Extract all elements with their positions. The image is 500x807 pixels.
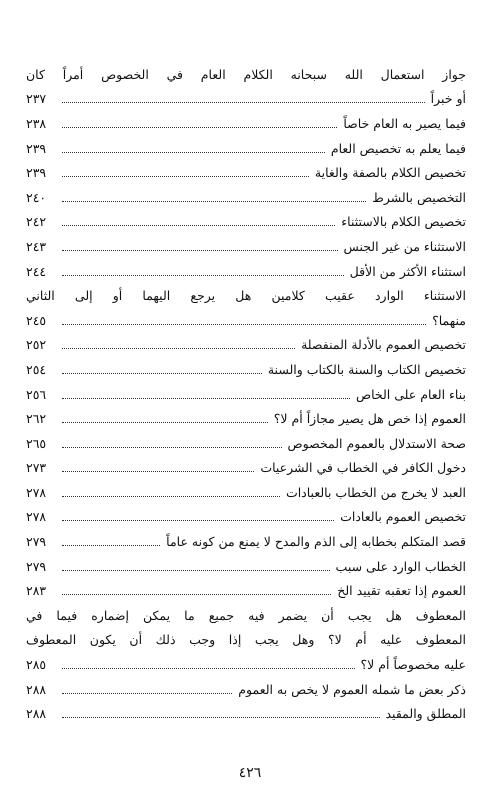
toc-entry [26, 308, 466, 333]
dot-leader [62, 520, 334, 521]
toc-entry-title: المعطوف هل يجب أن يضمر فيه جميع ما يمكن إضماره فيما في [26, 607, 466, 623]
dot-leader [62, 127, 337, 128]
toc-entry [26, 603, 466, 628]
dot-leader [62, 422, 268, 423]
dot-leader [62, 324, 426, 325]
toc-entry-page: ٢٣٩ [26, 140, 47, 156]
toc-entry [26, 677, 466, 702]
toc-entry-page: ٢٥٢ [26, 337, 47, 353]
toc-entry-title: التخصيص بالشرط [372, 189, 466, 205]
dot-leader [62, 275, 344, 276]
toc-entry-title: استثناء الأكثر من الأقل [349, 263, 466, 279]
toc-entry [26, 456, 466, 481]
toc-entry-title: تخصيص الكلام بالاستثناء [341, 214, 466, 230]
dot-leader [62, 225, 335, 226]
toc-entry-title: عليه مخصوصاً أم لا؟ [360, 657, 466, 673]
toc-entry-page: ٢٧٣ [26, 460, 47, 476]
toc-entry-page: ٢٥٤ [26, 361, 47, 377]
toc-entry-title: منهما؟ [432, 312, 466, 328]
dot-leader [62, 594, 331, 595]
toc-entry-title: دخول الكافر في الخطاب في الشرعيات [260, 460, 466, 476]
toc-entry-title: بناء العام على الخاص [355, 386, 466, 402]
toc-entry-page: ٢٥٦ [26, 386, 47, 402]
toc-entry [26, 333, 466, 358]
toc-entry-title: صحة الاستدلال بالعموم المخصوص [287, 435, 466, 451]
dot-leader [62, 176, 309, 177]
dot-leader [62, 102, 425, 103]
toc-entry-page: ٢٧٩ [26, 558, 47, 574]
toc-entry-page: ٢٣٩ [26, 165, 47, 181]
toc-entry [26, 210, 466, 235]
toc-entry-page: ٢٤٠ [26, 189, 47, 205]
toc-entry-page: ٢٨٥ [26, 657, 47, 673]
page-number: ٤٢٦ [238, 765, 262, 781]
toc-entry-title: فيما يصير به العام خاصاً [343, 115, 466, 131]
toc-entry [26, 480, 466, 505]
toc-entry-page: ٢٨٨ [26, 706, 47, 722]
toc-entry [26, 234, 466, 259]
toc-entry [26, 554, 466, 579]
toc-entry [26, 406, 466, 431]
toc-entry [26, 529, 466, 554]
toc-entry-title: قصد المتكلم بخطابه إلى الذم والمدح لا يمنع من كونه عاماً [166, 534, 466, 550]
toc-entry-page: ٢٦٢ [26, 411, 47, 427]
toc-entry-page: ٢٤٤ [26, 263, 47, 279]
toc-entry [26, 431, 466, 456]
dot-leader [62, 373, 262, 374]
toc-entry-title: تخصيص الكلام بالصفة والغاية [314, 165, 466, 181]
dot-leader [62, 250, 338, 251]
toc-entry-title: تخصيص العموم بالأدلة المنفصلة [301, 337, 466, 353]
toc-entry-title: الخطاب الوارد على سبب [335, 558, 466, 574]
toc-entry [26, 701, 466, 726]
toc-entry-title: تخصيص العموم بالعادات [340, 509, 466, 525]
dot-leader [62, 471, 254, 472]
toc-entry-title: فيما يعلم به تخصيص العام [330, 140, 466, 156]
dot-leader [62, 570, 330, 571]
toc-entry [26, 652, 466, 677]
table-of-contents [26, 62, 466, 726]
toc-entry-page: ٢٧٩ [26, 534, 47, 550]
toc-entry-title: الاستثناء الوارد عقيب كلامين هل يرجع اليهما أو إلى الثاني [26, 288, 466, 304]
toc-entry [26, 62, 466, 87]
toc-entry [26, 382, 466, 407]
toc-entry [26, 111, 466, 136]
toc-entry [26, 185, 466, 210]
toc-entry-title: تخصيص الكتاب والسنة بالكتاب والسنة [267, 361, 466, 377]
toc-entry-page: ٢٤٢ [26, 214, 47, 230]
toc-entry-title: المطلق والمقيد [385, 706, 466, 722]
dot-leader [62, 668, 355, 669]
dot-leader [62, 545, 160, 546]
toc-entry [26, 259, 466, 284]
toc-entry [26, 357, 466, 382]
toc-entry-page: ٢٣٧ [26, 91, 47, 107]
dot-leader [62, 398, 350, 399]
toc-entry-title: العموم إذا تعقبه تقييد الخ [337, 583, 466, 599]
dot-leader [62, 717, 380, 718]
toc-entry-page: ٢٨٨ [26, 681, 47, 697]
toc-entry-title: العبد لا يخرج من الخطاب بالعبادات [285, 484, 466, 500]
toc-entry [26, 87, 466, 112]
toc-entry-page: ٢٦٥ [26, 435, 47, 451]
dot-leader [62, 152, 325, 153]
dot-leader [62, 201, 366, 202]
dot-leader [62, 447, 282, 448]
toc-entry-title: أو خبراً [430, 91, 466, 107]
toc-entry-title: ذكر بعض ما شمله العموم لا يخص به العموم [238, 681, 466, 697]
toc-entry-title: العموم إذا خص هل يصير مجازاً أم لا؟ [273, 411, 466, 427]
toc-entry-title: المعطوف عليه أم لا؟ وهل يجب إذا وجب ذلك أن يكون المعطوف [26, 632, 466, 648]
toc-entry-page: ٢٤٣ [26, 238, 47, 254]
toc-entry-page: ٢٧٨ [26, 509, 47, 525]
toc-entry-page: ٢٨٣ [26, 583, 47, 599]
toc-entry-title: الاستثناء من غير الجنس [343, 238, 466, 254]
toc-entry [26, 283, 466, 308]
toc-entry-page: ٢٣٨ [26, 115, 47, 131]
toc-entry [26, 160, 466, 185]
dot-leader [62, 693, 232, 694]
dot-leader [62, 496, 280, 497]
toc-entry [26, 505, 466, 530]
toc-entry-page: ٢٤٥ [26, 312, 47, 328]
toc-entry [26, 628, 466, 653]
dot-leader [62, 348, 295, 349]
toc-entry-page: ٢٧٨ [26, 484, 47, 500]
toc-entry [26, 578, 466, 603]
toc-entry [26, 136, 466, 161]
toc-entry-title: جواز استعمال الله سبحانه الكلام العام في الخصوص أمراً كان [26, 66, 466, 82]
